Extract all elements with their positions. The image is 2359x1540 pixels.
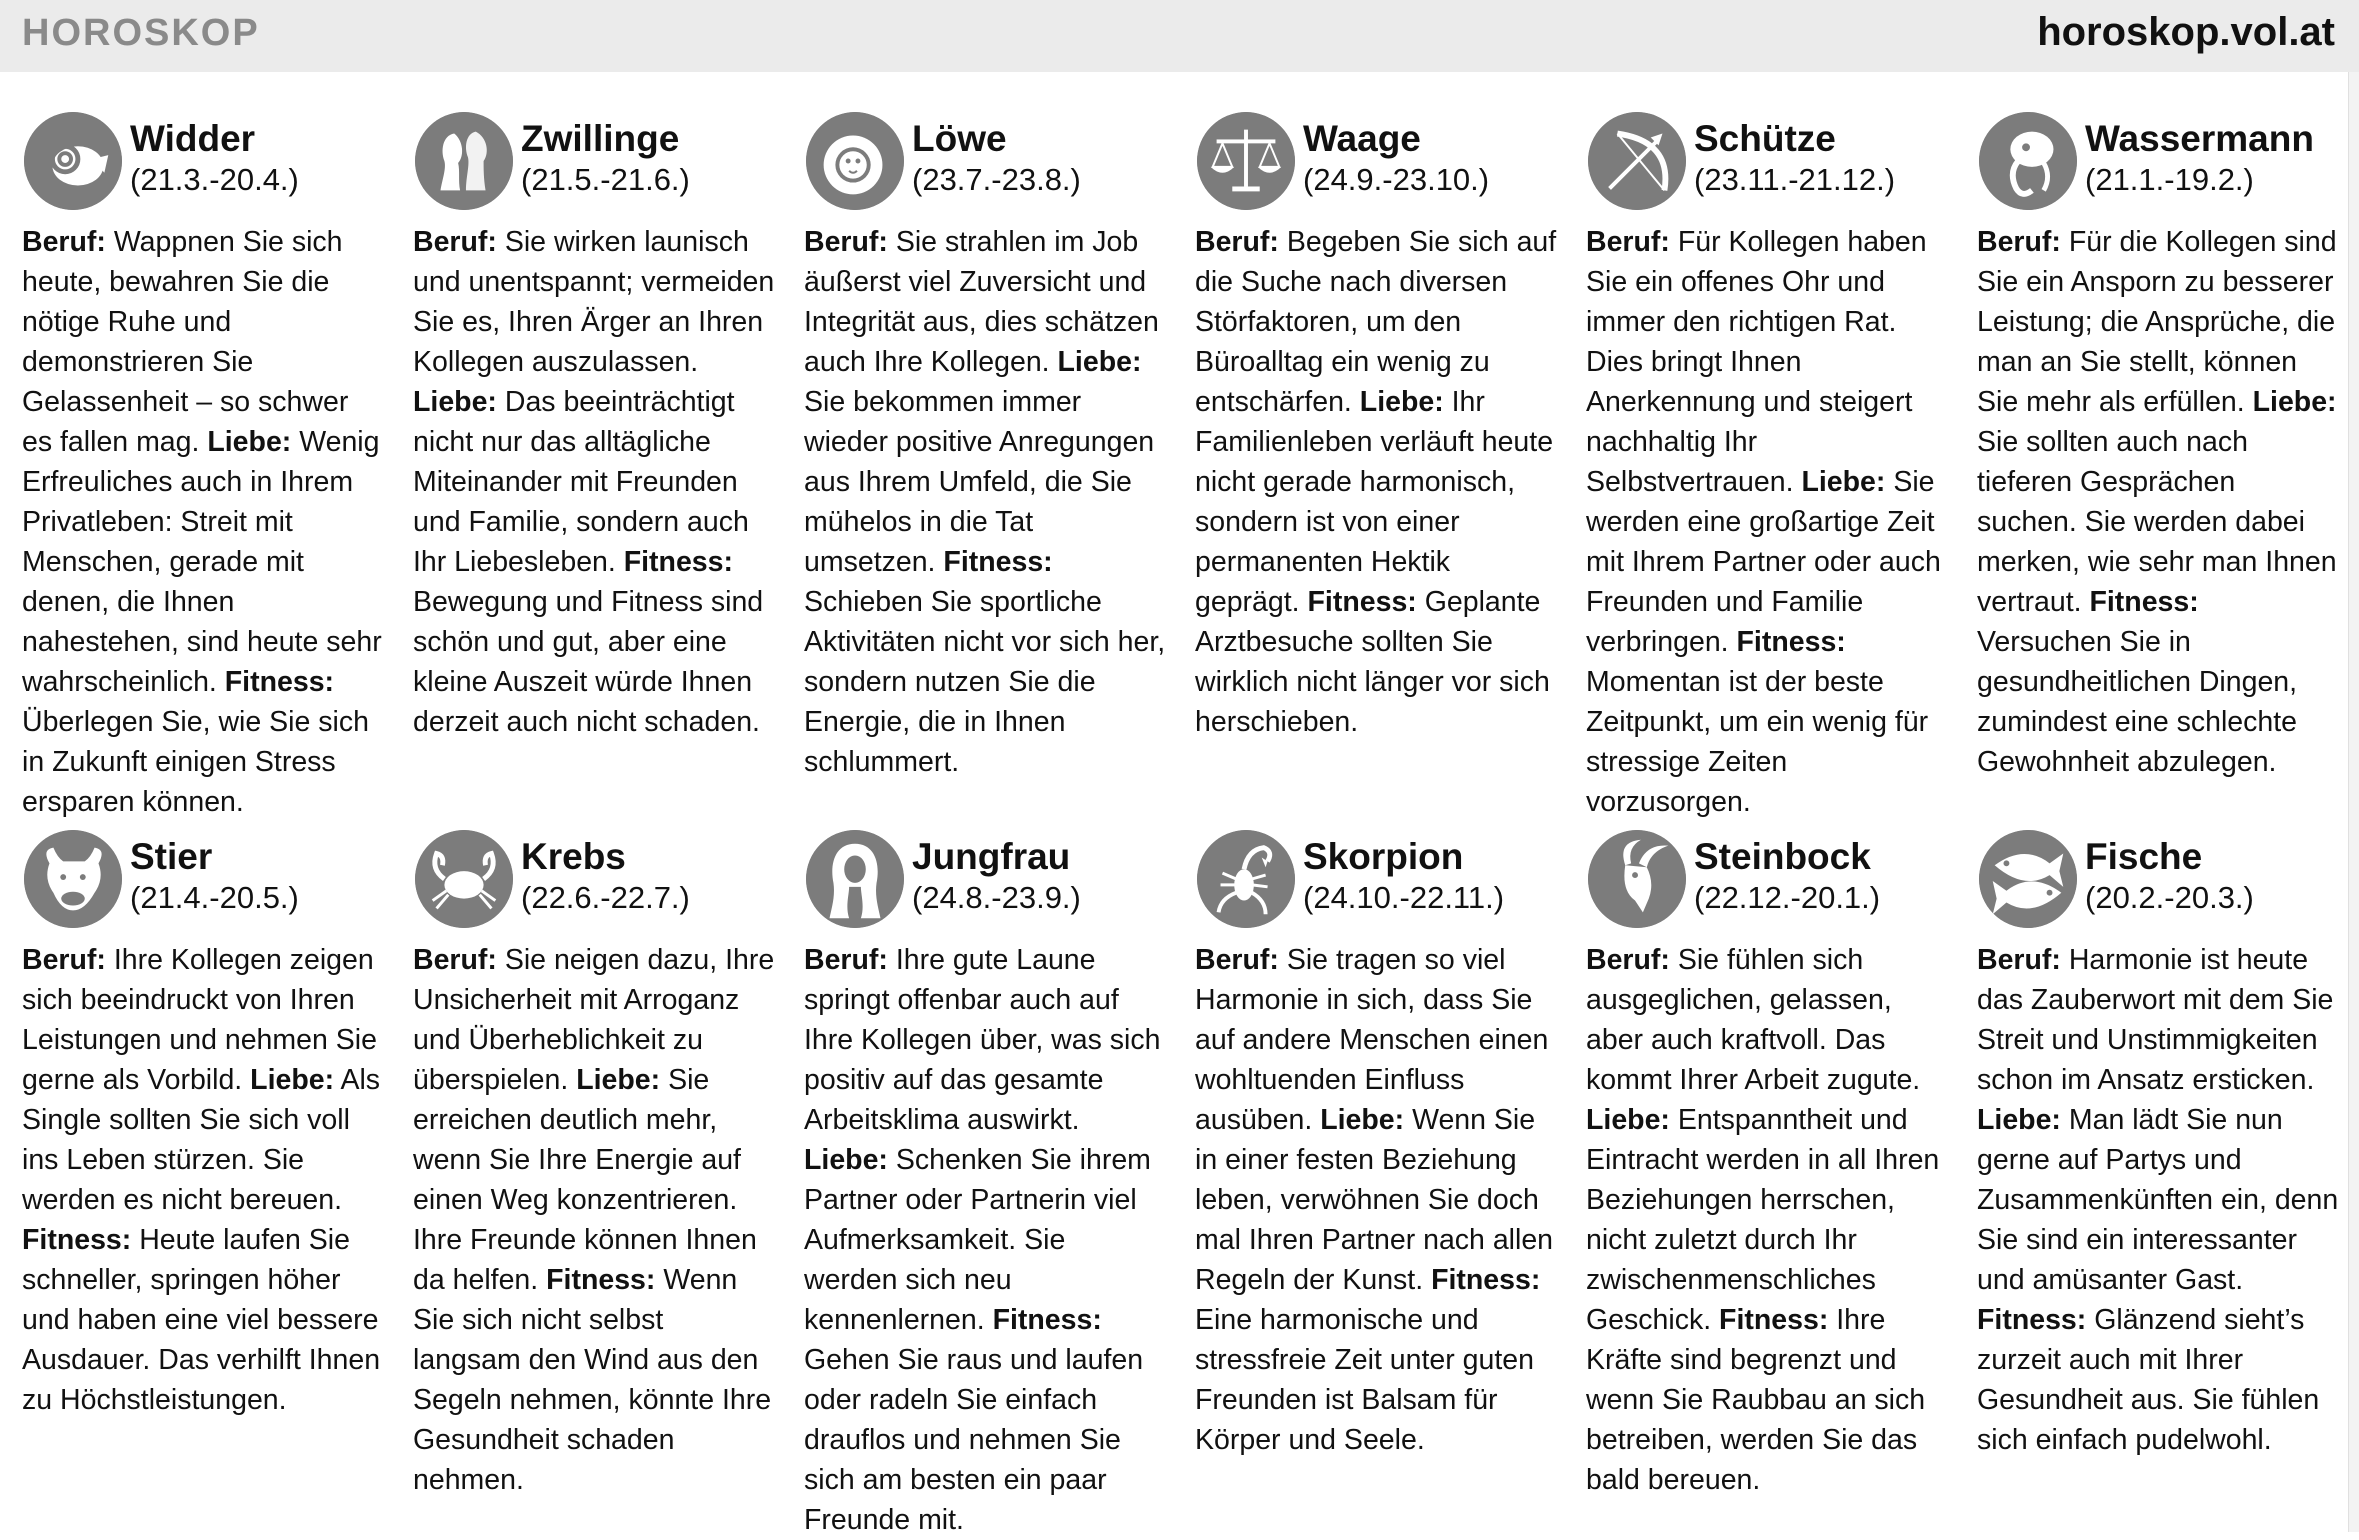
- liebe-label: Liebe:: [413, 386, 497, 418]
- liebe-text: Entspanntheit und Eintracht werden in all Ihren Beziehungen herrschen, nicht zuletzt durch Ihr zwischenmenschliches Geschick.: [1586, 1104, 1940, 1336]
- liebe-text: Sie werden eine großartige Zeit mit Ihrem Partner oder auch Freunden und Familie verbringen.: [1586, 466, 1941, 658]
- sign-schuetze: [1586, 112, 1948, 818]
- fitness-text: Überlegen Sie, wie Sie sich in Zukunft einigen Stress ersparen können.: [22, 706, 369, 818]
- beruf-label: Beruf:: [22, 226, 106, 258]
- beruf-label: Beruf:: [1977, 944, 2061, 976]
- liebe-label: Liebe:: [1320, 1104, 1405, 1136]
- crab-icon: [415, 830, 513, 928]
- bull-icon: [24, 830, 122, 928]
- liebe-text: Man lädt Sie nun gerne auf Partys und Zusammenkünften ein, denn Sie sind ein interessanter und amüsanter Gast.: [1977, 1104, 2339, 1296]
- liebe-text: Sie bekommen immer wieder positive Anregungen aus Ihrem Umfeld, die Sie mühelos in die Tat umsetzen.: [804, 386, 1155, 578]
- sign-name: Waage: [1303, 118, 1421, 159]
- fitness-label: Fitness:: [943, 546, 1053, 578]
- sign-dates: (23.7.-23.8.): [912, 162, 1081, 197]
- fitness-text: Gehen Sie raus und laufen oder radeln Sie einfach drauflos und nehmen Sie sich am besten ein paar Freunde mit.: [804, 1344, 1144, 1536]
- fitness-label: Fitness:: [623, 546, 734, 578]
- sign-loewe: [804, 112, 1166, 812]
- fitness-label: Fitness:: [992, 1304, 1102, 1336]
- liebe-text: Schenken Sie ihrem Partner oder Partnerin viel Aufmerksamkeit. Sie werden sich neu kennenlernen.: [804, 1144, 1151, 1336]
- fitness-text: Momentan ist der beste Zeitpunkt, um ein wenig für stressige Zeiten vorzusorgen.: [1586, 666, 1929, 818]
- fitness-label: Fitness:: [22, 1224, 132, 1256]
- liebe-label: Liebe:: [1586, 1104, 1670, 1136]
- sign-text: [22, 940, 384, 1420]
- fitness-label: Fitness:: [224, 666, 335, 698]
- scales-icon: [1197, 112, 1295, 210]
- sign-dates: (22.6.-22.7.): [521, 880, 690, 915]
- maiden-icon: [806, 830, 904, 928]
- sign-text: [413, 940, 775, 1500]
- beruf-text: Sie wirken launisch und unentspannt; vermeiden Sie es, Ihren Ärger an Ihren Kollegen auszulassen.: [413, 226, 775, 378]
- beruf-label: Beruf:: [1195, 226, 1279, 258]
- liebe-text: Das beeinträchtigt nicht nur das alltägliche Miteinander mit Freunden und Familie, sondern auch Ihr Liebesleben.: [413, 386, 749, 578]
- sign-name: Schütze: [1694, 118, 1836, 159]
- goat-icon: [1588, 830, 1686, 928]
- liebe-text: Ihr Familienleben verläuft heute nicht gerade harmonisch, sondern ist von einer permanenten Hektik geprägt.: [1195, 386, 1554, 618]
- liebe-text: Sie erreichen deutlich mehr, wenn Sie Ihre Energie auf einen Weg konzentrieren. Ihre Freunde können Ihnen da helfen.: [413, 1064, 757, 1296]
- sign-name: Widder: [130, 118, 256, 159]
- beruf-text: Für die Kollegen sind Sie ein Ansporn zu besserer Leistung; die Ansprüche, die man an Sie stellt, können Sie mehr als erfüllen.: [1977, 226, 2337, 418]
- sign-krebs: [413, 830, 775, 1530]
- beruf-text: Ihre Kollegen zeigen sich beeindruckt von Ihren Leistungen und nehmen Sie gerne als Vorbild.: [22, 944, 377, 1096]
- fitness-label: Fitness:: [1719, 1304, 1829, 1336]
- sign-dates: (21.4.-20.5.): [130, 880, 299, 915]
- sign-text: [1586, 940, 1948, 1500]
- fish-icon: [1979, 830, 2077, 928]
- liebe-label: Liebe:: [1359, 386, 1444, 418]
- sign-name: Steinbock: [1694, 836, 1871, 877]
- beruf-text: Ihre gute Laune springt offenbar auch auf Ihre Kollegen über, was sich positiv auf das gesamte Arbeitsklima auswirkt.: [804, 944, 1161, 1136]
- fitness-label: Fitness:: [2089, 586, 2199, 618]
- beruf-label: Beruf:: [1586, 944, 1670, 976]
- liebe-label: Liebe:: [1977, 1104, 2061, 1136]
- sign-skorpion: [1195, 830, 1557, 1530]
- sign-dates: (23.11.-21.12.): [1694, 162, 1896, 197]
- fitness-text: Wenn Sie sich nicht selbst langsam den Wind aus den Segeln nehmen, könnte Ihre Gesundheit schaden nehmen.: [413, 1264, 772, 1496]
- fitness-text: Versuchen Sie in gesundheitlichen Dingen, zumindest eine schlechte Gewohnheit abzulegen.: [1977, 626, 2298, 778]
- lion-icon: [806, 112, 904, 210]
- liebe-label: Liebe:: [576, 1064, 661, 1096]
- liebe-label: Liebe:: [250, 1064, 335, 1096]
- beruf-text: Für Kollegen haben Sie ein offenes Ohr und immer den richtigen Rat. Dies bringt Ihnen Anerkennung und steigert nachhaltig Ihr Selbstvertrauen.: [1586, 226, 1927, 498]
- beruf-label: Beruf:: [804, 944, 888, 976]
- sign-dates: (24.9.-23.10.): [1303, 162, 1490, 197]
- page-title: HOROSKOP: [22, 12, 260, 54]
- fitness-text: Bewegung und Fitness sind schön und gut, aber eine kleine Auszeit würde Ihnen derzeit auch nicht schaden.: [413, 586, 764, 738]
- liebe-text: Wenn Sie in einer festen Beziehung leben, verwöhnen Sie doch mal Ihren Partner nach allen Regeln der Kunst.: [1195, 1104, 1554, 1296]
- beruf-text: Harmonie ist heute das Zauberwort mit dem Sie Streit und Unstimmigkeiten schon im Ansatz ersticken.: [1977, 944, 2334, 1096]
- liebe-label: Liebe:: [1057, 346, 1142, 378]
- sign-name: Jungfrau: [912, 836, 1071, 877]
- fitness-text: Schieben Sie sportliche Aktivitäten nicht vor sich her, sondern nutzen Sie die Energie, die in Ihnen schlummert.: [804, 586, 1166, 778]
- sign-steinbock: [1586, 830, 1948, 1530]
- beruf-text: Begeben Sie sich auf die Suche nach diversen Störfaktoren, um den Büroalltag ein wenig zu entschärfen.: [1195, 226, 1557, 418]
- sign-name: Skorpion: [1303, 836, 1464, 877]
- site-url[interactable]: horoskop.vol.at: [2037, 10, 2335, 54]
- liebe-text: Wenig Erfreuliches auch in Ihrem Privatleben: Streit mit Menschen, gerade mit denen, die Ihnen nahestehen, sind heute sehr wahrscheinlich.: [22, 426, 382, 698]
- beruf-label: Beruf:: [413, 944, 497, 976]
- fitness-label: Fitness:: [546, 1264, 656, 1296]
- sign-text: [1586, 222, 1948, 822]
- archer-icon: [1588, 112, 1686, 210]
- fitness-text: Geplante Arztbesuche sollten Sie wirklich nicht länger vor sich herschieben.: [1195, 586, 1550, 738]
- sign-dates: (24.8.-23.9.): [912, 880, 1081, 915]
- sign-jungfrau: [804, 830, 1166, 1536]
- beruf-text: Sie tragen so viel Harmonie in sich, dass Sie auf andere Menschen einen wohltuenden Einfluss ausüben.: [1195, 944, 1549, 1136]
- fitness-text: Ihre Kräfte sind begrenzt und wenn Sie Raubbau an sich betreiben, werden Sie das bald bereuen.: [1586, 1304, 1926, 1496]
- sign-text: [1195, 940, 1557, 1460]
- liebe-text: Sie sollten auch nach tieferen Gesprächen suchen. Sie werden dabei merken, wie sehr man Ihnen vertraut.: [1977, 426, 2337, 618]
- beruf-text: Sie neigen dazu, Ihre Unsicherheit mit Arroganz und Überheblichkeit zu überspielen.: [413, 944, 775, 1096]
- beruf-label: Beruf:: [1195, 944, 1279, 976]
- fitness-text: Heute laufen Sie schneller, springen höher und haben eine viel bessere Ausdauer. Das verhilft Ihnen zu Höchstleistungen.: [22, 1224, 381, 1416]
- sign-text: [1977, 222, 2339, 782]
- sign-name: Fische: [2085, 836, 2203, 877]
- sign-text: [1195, 222, 1557, 742]
- twins-icon: [415, 112, 513, 210]
- sign-dates: (21.5.-21.6.): [521, 162, 690, 197]
- sign-wassermann: [1977, 112, 2339, 812]
- fitness-label: Fitness:: [1307, 586, 1417, 618]
- sign-dates: (24.10.-22.11.): [1303, 880, 1505, 915]
- liebe-label: Liebe:: [2252, 386, 2337, 418]
- sign-dates: (20.2.-20.3.): [2085, 880, 2254, 915]
- beruf-label: Beruf:: [1586, 226, 1670, 258]
- liebe-label: Liebe:: [1801, 466, 1886, 498]
- fitness-text: Glänzend sieht’s zurzeit auch mit Ihrer Gesundheit aus. Sie fühlen sich einfach pudelwohl.: [1977, 1304, 2320, 1456]
- sign-text: [804, 222, 1166, 782]
- beruf-text: Wappnen Sie sich heute, bewahren Sie die nötige Ruhe und demonstrieren Sie Gelassenheit – so schwer es fallen mag.: [22, 226, 349, 458]
- sign-name: Löwe: [912, 118, 1007, 159]
- sign-fische: [1977, 830, 2339, 1530]
- ram-icon: [24, 112, 122, 210]
- sign-text: [22, 222, 384, 822]
- fitness-label: Fitness:: [1431, 1264, 1541, 1296]
- sign-text: [804, 940, 1166, 1540]
- liebe-label: Liebe:: [804, 1144, 888, 1176]
- fitness-label: Fitness:: [1977, 1304, 2087, 1336]
- sign-name: Stier: [130, 836, 213, 877]
- scorpion-icon: [1197, 830, 1295, 928]
- beruf-label: Beruf:: [413, 226, 497, 258]
- sign-zwillinge: [413, 112, 775, 812]
- water-bearer-icon: [1979, 112, 2077, 210]
- sign-dates: (21.3.-20.4.): [130, 162, 299, 197]
- beruf-label: Beruf:: [22, 944, 106, 976]
- beruf-text: Sie strahlen im Job äußerst viel Zuversicht und Integrität aus, dies schätzen auch Ihre Kollegen.: [804, 226, 1159, 378]
- liebe-label: Liebe:: [207, 426, 292, 458]
- sign-waage: [1195, 112, 1557, 812]
- sign-dates: (21.1.-19.2.): [2085, 162, 2254, 197]
- sign-name: Wassermann: [2085, 118, 2314, 159]
- fitness-text: Eine harmonische und stressfreie Zeit unter guten Freunden ist Balsam für Körper und Seele.: [1195, 1304, 1534, 1456]
- sign-text: [1977, 940, 2339, 1460]
- beruf-label: Beruf:: [1977, 226, 2061, 258]
- liebe-text: Als Single sollten Sie sich voll ins Leben stürzen. Sie werden es nicht bereuen.: [22, 1064, 381, 1216]
- sign-name: Zwillinge: [521, 118, 680, 159]
- beruf-label: Beruf:: [804, 226, 888, 258]
- sign-stier: [22, 830, 384, 1530]
- beruf-text: Sie fühlen sich ausgeglichen, gelassen, aber auch kraftvoll. Das kommt Ihrer Arbeit zugute.: [1586, 944, 1921, 1096]
- sign-dates: (22.12.-20.1.): [1694, 880, 1881, 915]
- sign-text: [413, 222, 775, 742]
- fitness-label: Fitness:: [1736, 626, 1846, 658]
- sign-widder: [22, 112, 384, 818]
- sign-name: Krebs: [521, 836, 626, 877]
